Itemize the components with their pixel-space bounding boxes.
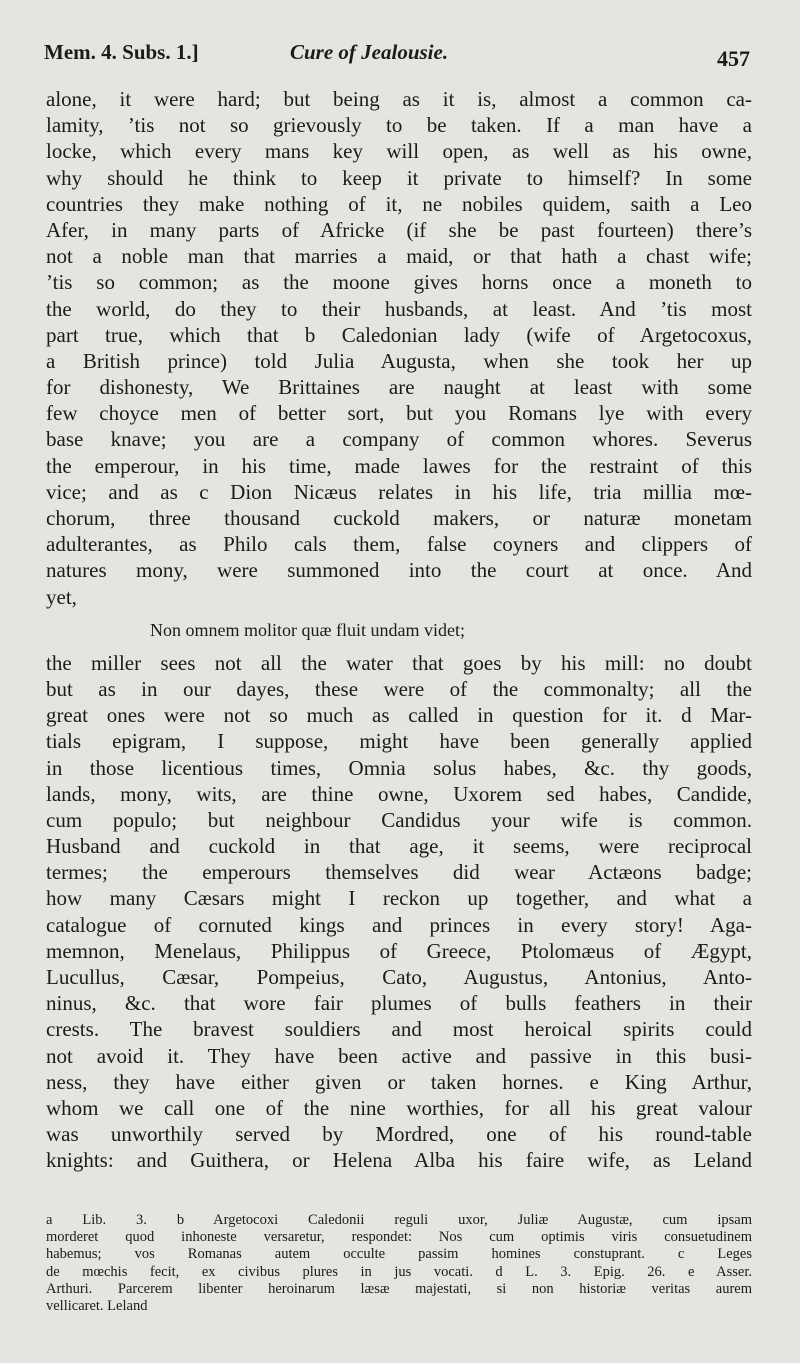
text-line: in those licentious times, Omnia solus habes, &c. thy goods, xyxy=(46,755,752,780)
running-header xyxy=(44,40,750,74)
text-line: lands, mony, wits, are thine owne, Uxorem sed habes, Candide, xyxy=(46,781,752,806)
footnote-line: de mœchis fecit, ex civibus plures in jus vocati. d L. 3. Epig. 26. e Asser. xyxy=(46,1263,752,1280)
footnote-line: vellicaret. Leland xyxy=(46,1297,148,1314)
footnotes xyxy=(46,1212,752,1315)
text-line: ’tis so common; as the moone gives horns once a moneth to xyxy=(46,270,752,295)
text-line: not avoid it. They have been active and passive in this busi- xyxy=(46,1043,752,1068)
text-line: the world, do they to their husbands, at least. And ’tis most xyxy=(46,296,752,321)
text-line: ness, they have either given or taken hornes. e King Arthur, xyxy=(46,1069,752,1094)
text-line: a British prince) told Julia Augusta, when she took her up xyxy=(46,348,752,373)
text-line: Lucullus, Cæsar, Pompeius, Cato, Augustus, Antonius, Anto- xyxy=(46,965,752,989)
main-text xyxy=(46,86,752,1174)
text-line: locke, which every mans key will open, as well as his owne, xyxy=(46,139,752,164)
text-line: memnon, Menelaus, Philippus of Greece, Ptolomæus of Ægypt, xyxy=(46,938,752,963)
running-title: Cure of Jealousie. xyxy=(290,40,449,64)
text-line: Husband and cuckold in that age, it seems, were reciprocal xyxy=(46,834,752,859)
section-reference: Mem. 4. Subs. 1.] xyxy=(44,40,199,64)
text-line: crests. The bravest souldiers and most heroical spirits could xyxy=(46,1017,752,1042)
text-line: base knave; you are a company of common whores. Severus xyxy=(46,427,752,452)
text-line: countries they make nothing of it, ne nobiles quidem, saith a Leo xyxy=(46,191,752,216)
latin-verse: Non omnem molitor quæ fluit undam videt; xyxy=(150,619,465,640)
page-number: 457 xyxy=(717,46,750,71)
text-line: cum populo; but neighbour Candidus your wife is common. xyxy=(46,807,752,832)
footnote-line: morderet quod inhoneste versaretur, respondet: Nos cum optimis viris consuetudinem xyxy=(46,1229,752,1246)
text-line: great ones were not so much as called in question for it. d Mar- xyxy=(46,703,752,728)
text-line: but as in our dayes, these were of the commonalty; all the xyxy=(46,676,752,701)
text-line: termes; the emperours themselves did wear Actæons badge; xyxy=(46,860,752,885)
text-line: knights: and Guithera, or Helena Alba his faire wife, as Leland xyxy=(46,1148,752,1173)
text-line: natures mony, were summoned into the court at once. And xyxy=(46,558,752,583)
text-line: the miller sees not all the water that goes by his mill: no doubt xyxy=(46,650,752,675)
text-line: for dishonesty, We Brittaines are naught at least with some xyxy=(46,375,752,400)
text-line: alone, it were hard; but being as it is, almost a common ca- xyxy=(46,87,752,111)
text-line: tials epigram, I suppose, might have been generally applied xyxy=(46,729,752,754)
text-line: ninus, &c. that wore fair plumes of bulls feathers in their xyxy=(46,991,752,1016)
text-line: part true, which that b Caledonian lady (wife of Argetocoxus, xyxy=(46,322,752,347)
text-line: lamity, ’tis not so grievously to be taken. If a man have a xyxy=(46,113,752,138)
text-line: the emperour, in his time, made lawes for the restraint of this xyxy=(46,453,752,478)
text-line: why should he think to keep it private to himself? In some xyxy=(46,165,752,190)
text-line: few choyce men of better sort, but you Romans lye with every xyxy=(46,401,752,426)
footnote-line: habemus; vos Romanas autem occulte passim homines constuprant. c Leges xyxy=(46,1246,752,1263)
text-line: not a noble man that marries a maid, or that hath a chast wife; xyxy=(46,244,752,269)
text-line: vice; and as c Dion Nicæus relates in his life, tria millia mœ- xyxy=(46,479,752,504)
text-line: how many Cæsars might I reckon up together, and what a xyxy=(46,886,752,911)
footnote-line: Arthuri. Parcerem libenter heroinarum læsæ majestati, si non historiæ veritas aurem xyxy=(46,1280,752,1297)
text-line: whom we call one of the nine worthies, for all his great valour xyxy=(46,1095,752,1120)
text-line: catalogue of cornuted kings and princes in every story! Aga- xyxy=(46,912,752,937)
text-line: yet, xyxy=(46,584,77,609)
paragraph-a xyxy=(46,86,752,610)
text-line: chorum, three thousand cuckold makers, or naturæ monetam xyxy=(46,506,752,530)
paragraph-b xyxy=(46,650,752,1174)
text-line: Afer, in many parts of Africke (if she be past fourteen) there’s xyxy=(46,217,752,242)
text-line: adulterantes, as Philo cals them, false coyners and clippers of xyxy=(46,532,752,557)
footnote-line: a Lib. 3. b Argetocoxi Caledonii reguli uxor, Juliæ Augustæ, cum ipsam xyxy=(46,1212,752,1228)
text-line: was unworthily served by Mordred, one of his round-table xyxy=(46,1122,752,1147)
